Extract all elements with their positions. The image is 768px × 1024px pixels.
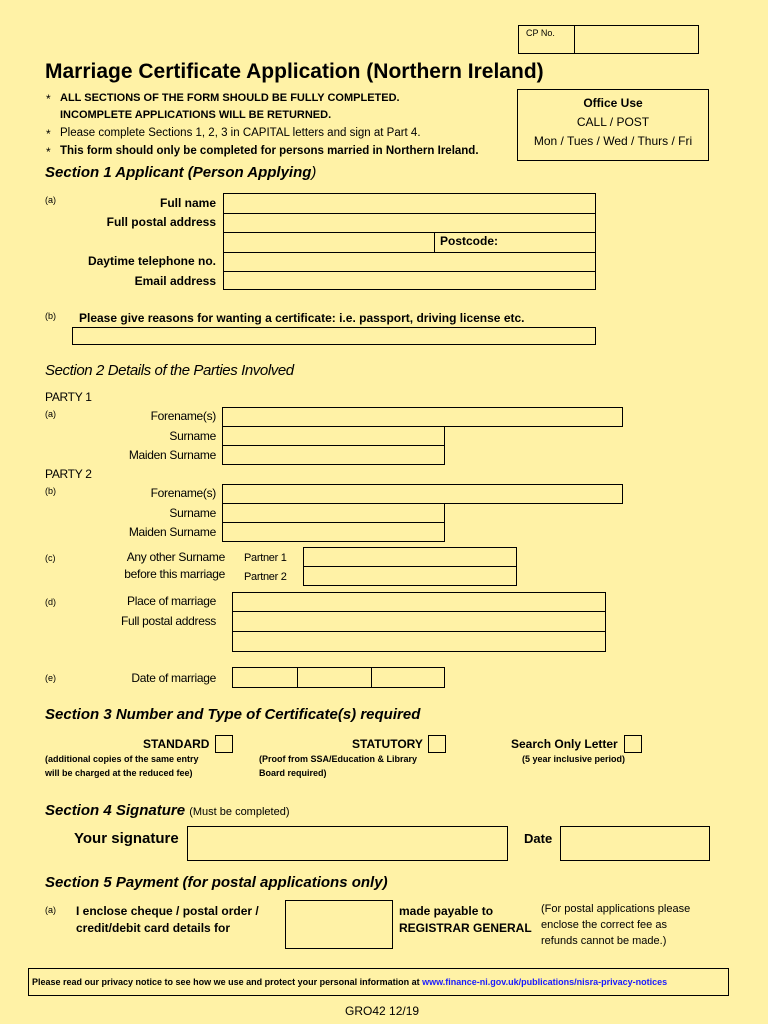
party1-surname-label: Surname [169,429,216,443]
section1-fields [223,193,596,290]
enclose-label-2: credit/debit card details for [76,921,231,935]
section5-a-label: (a) [45,905,56,915]
privacy-notice-link[interactable]: www.finance-ni.gov.uk/publications/nisra-privacy-notices [422,977,668,987]
marriage-address-input[interactable] [233,612,605,631]
postal-note-1: (For postal applications please [541,903,691,915]
email-input[interactable] [224,272,595,289]
statutory-note-2: Board required) [259,768,327,778]
postal-note-3: refunds cannot be made.) [541,935,667,947]
postcode-label: Postcode: [440,234,499,248]
cp-no-label: CP No. [526,28,555,38]
party2-surname-label: Surname [169,506,216,520]
party1-maiden-surname-label: Maiden Surname [128,448,216,462]
payable-label-2: REGISTRAR GENERAL [399,921,532,935]
bullet: * [46,145,51,159]
standard-label: STANDARD [143,737,210,751]
section2-heading: Section 2 Details of the Parties Involved [45,362,294,379]
search-only-checkbox[interactable] [624,735,642,753]
bullet: * [46,92,51,106]
signature-date-input[interactable] [560,826,710,861]
party1-label: PARTY 1 [45,390,92,404]
section2-e-label: (e) [45,673,56,683]
instruction-3: Please complete Sections 1, 2, 3 in CAPITAL letters and sign at Part 4. [60,127,421,139]
office-use-call-post: CALL / POST [576,115,650,129]
full-name-label: Full name [159,196,216,210]
search-only-note: (5 year inclusive period) [522,754,626,764]
partner1-label: Partner 1 [244,552,287,564]
section4-heading: Section 4 Signature (Must be completed) [45,802,290,819]
full-postal-address-label: Full postal address [106,215,216,229]
party2-forenames-label: Forename(s) [150,486,216,500]
party1-maiden-surname-input[interactable] [222,445,445,465]
section1-heading: Section 1 Applicant (Person Applying) [45,164,317,181]
telephone-input[interactable] [224,253,595,271]
marriage-address-line2-input[interactable] [233,632,605,651]
party1-surname-input[interactable] [222,426,445,446]
party1-forenames-input[interactable] [222,407,623,427]
section3-heading: Section 3 Number and Type of Certificate(s) required [45,706,421,723]
your-signature-label: Your signature [74,830,179,847]
statutory-checkbox[interactable] [428,735,446,753]
section2-d-label: (d) [45,597,56,607]
signature-date-label: Date [524,831,553,846]
party2-maiden-surname-input[interactable] [222,522,445,542]
postal-address-input[interactable] [224,214,595,232]
postal-address-line2-input[interactable] [224,233,434,252]
standard-checkbox[interactable] [215,735,233,753]
postal-note-2: enclose the correct fee as [541,919,667,931]
payment-amount-input[interactable] [285,900,393,949]
signature-input[interactable] [187,826,508,861]
section1-b-label: (b) [45,311,56,321]
party2-surname-input[interactable] [222,503,445,523]
date-month-input[interactable] [298,668,371,687]
enclose-label-1: I enclose cheque / postal order / [76,904,259,918]
date-day-input[interactable] [233,668,297,687]
standard-note-1: (additional copies of the same entry [45,754,199,764]
payable-label-1: made payable to [399,904,494,918]
instruction-2: INCOMPLETE APPLICATIONS WILL BE RETURNED. [60,109,332,121]
marriage-address-label: Full postal address [120,614,216,628]
section5-heading: Section 5 Payment (for postal applications only) [45,874,388,891]
section2-b-label: (b) [45,486,56,496]
cp-no-field[interactable] [575,26,698,53]
standard-note-2: will be charged at the reduced fee) [45,768,193,778]
bullet: * [46,127,51,141]
party2-forenames-input[interactable] [222,484,623,504]
cp-no-box [518,25,699,54]
full-name-input[interactable] [224,194,595,213]
form-code: GRO42 12/19 [345,1004,420,1018]
party1-forenames-label: Forename(s) [150,409,216,423]
privacy-notice-text: Please read our privacy notice to see how we use and protect your personal information at [32,977,423,987]
statutory-label: STATUTORY [352,737,423,751]
any-other-surname-label: Any other Surname [126,550,225,564]
instruction-1: ALL SECTIONS OF THE FORM SHOULD BE FULLY COMPLETED. [60,92,400,104]
section2-a-label: (a) [45,409,56,419]
search-only-label: Search Only Letter [511,737,618,751]
date-of-marriage-fields [232,667,445,688]
partner2-label: Partner 2 [244,571,287,583]
office-use-title: Office Use [583,96,643,110]
section2-c-label: (c) [45,553,56,563]
privacy-notice-box [28,968,729,996]
instruction-4: This form should only be completed for persons married in Northern Ireland. [60,145,479,157]
page-title: Marriage Certificate Application (Northern Ireland) [45,60,544,83]
place-of-marriage-label: Place of marriage [127,594,216,608]
office-use-box [517,89,709,161]
partner1-surname-input[interactable] [303,547,517,567]
party2-maiden-surname-label: Maiden Surname [128,525,216,539]
daytime-telephone-label: Daytime telephone no. [87,254,216,268]
reasons-input[interactable] [72,327,596,345]
statutory-note-1: (Proof from SSA/Education & Library [259,754,418,764]
place-of-marriage-fields [232,592,606,652]
reasons-label: Please give reasons for wanting a certificate: i.e. passport, driving license etc. [79,311,525,325]
party2-label: PARTY 2 [45,467,92,481]
office-use-days: Mon / Tues / Wed / Thurs / Fri [533,134,693,148]
date-of-marriage-label: Date of marriage [131,671,216,685]
before-this-marriage-label: before this marriage [124,567,225,581]
date-year-input[interactable] [372,668,444,687]
place-of-marriage-input[interactable] [233,593,605,611]
section1-a-label: (a) [45,195,56,205]
partner2-surname-input[interactable] [303,566,517,586]
email-address-label: Email address [134,274,216,288]
